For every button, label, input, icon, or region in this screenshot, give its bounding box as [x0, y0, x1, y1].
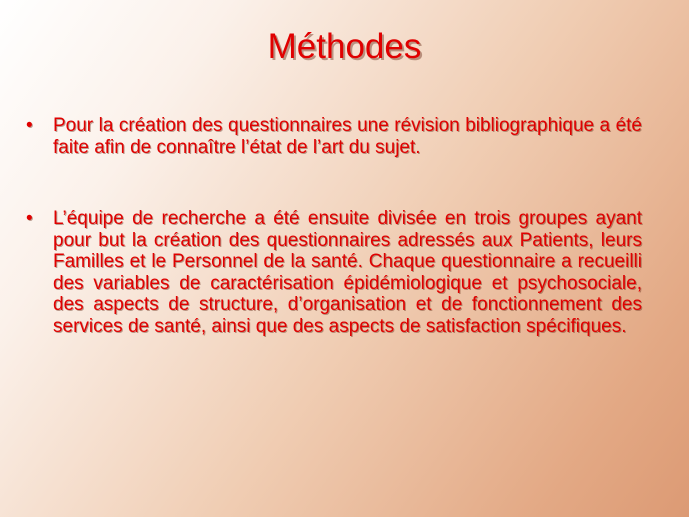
bullet-dot-icon: • — [26, 208, 33, 229]
bullet-list — [26, 115, 642, 337]
bullet-text: Pour la création des questionnaires une révision bibliographique a été faite afin de connaître l’état de l’art du sujet. — [53, 115, 642, 158]
slide-title: Méthodes — [267, 27, 422, 66]
bullet-item — [26, 208, 642, 337]
bullet-text: L’équipe de recherche a été ensuite divisée en trois groupes ayant pour but la création des questionnaires adressés aux Patients, leurs Familles et le Personnel de la santé. Chaque questionnaire a recueilli des variables de caractérisation épidémiologique et psychosociale, des aspects de structure, d’organisation et de fonctionnement des services de santé, ainsi que des aspects de satisfaction spécifiques. — [53, 208, 642, 337]
bullet-item — [26, 115, 642, 158]
bullet-dot-icon: • — [26, 115, 33, 136]
